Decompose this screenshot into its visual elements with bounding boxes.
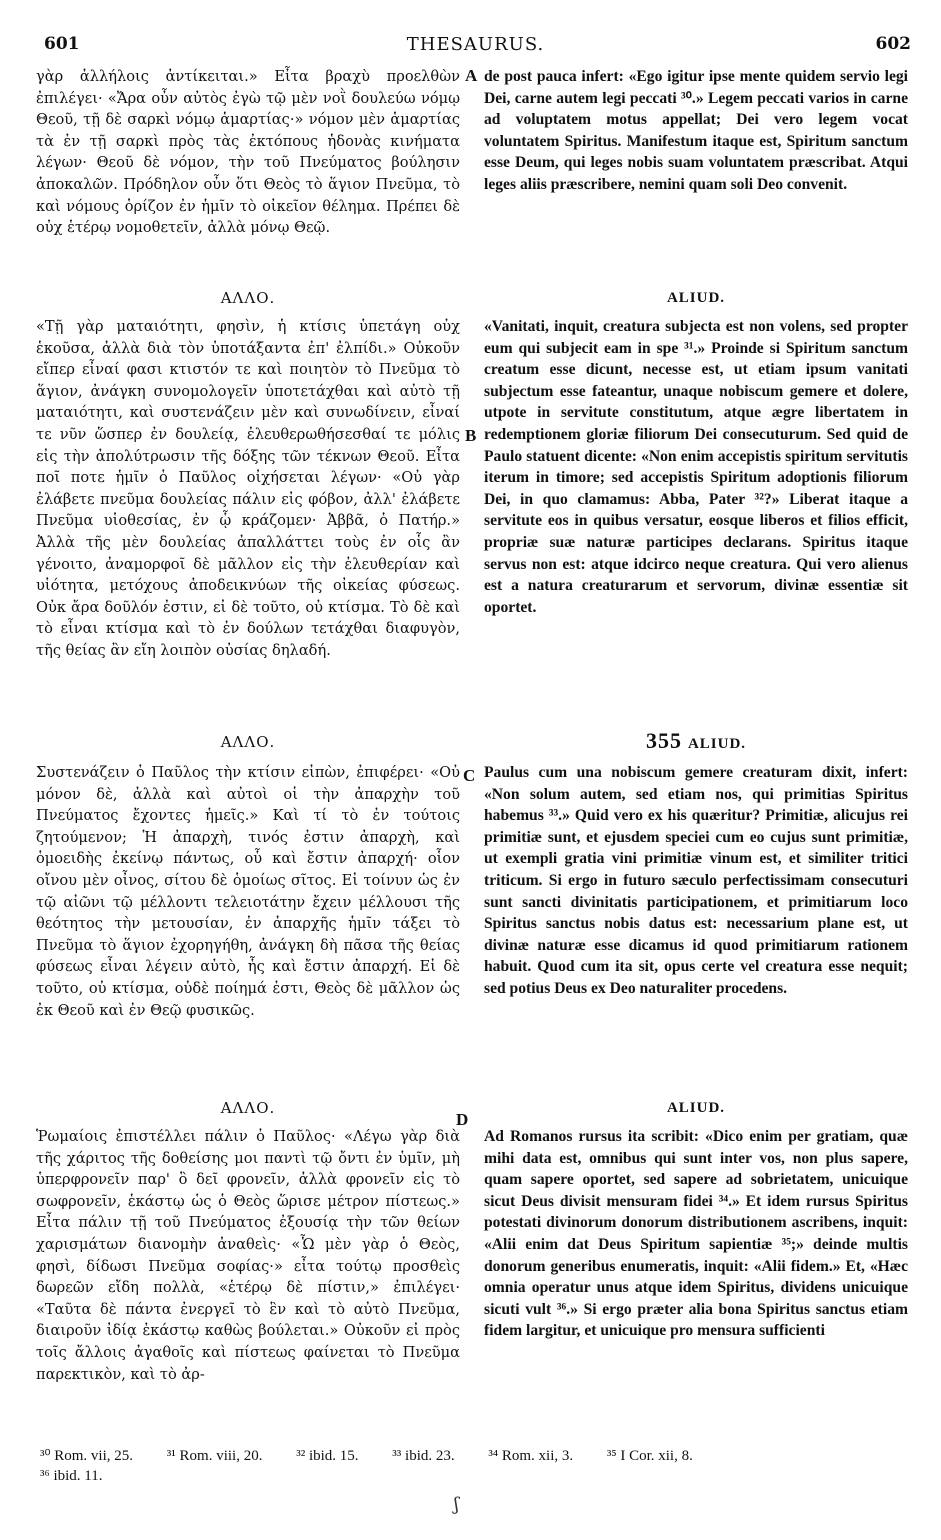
greek-paragraph-2: «Τῇ γὰρ ματαιότητι, φησὶν, ἡ κτίσις ὑπετάγη οὐχ ἑκοῦσα, ἀλλὰ διὰ τὸν ὑποτάξαντα ἐπ' ἐλπίδι.» Οὐκοῦν εἴπερ εἶναί φασι κτιστόν τε καὶ ποιητὸν τὸ Πνεῦμα τὸ ἅγιον, ἀνάγκη συνομολογεῖν ὑποτετάχθαι καὶ αὐτὸ τῇ ματαιότητι, καὶ συστενάζειν μὲν καὶ συνωδίνειν, εἶναί τε νῦν ὥσπερ ἐν δουλείᾳ, ἐλευθερωθήσεσθαί τε μόλις εἰς τὴν ἀπολύτρωσιν τῆς δόξης τῶν τέκνων Θεοῦ. Εἶτα ποῖ ποτε ἡμῖν ὁ Παῦλος οἰχήσεται λέγων· «Οὐ γὰρ ἐλάβετε πνεῦμα δουλείας πάλιν εἰς φόβον, ἀλλ' ἐλάβετε Πνεῦμα υἱοθεσίας, ἐν ᾧ κράζομεν· Ἀββᾶ, ὁ Πατήρ.» Ἀλλὰ τῆς μὲν δουλείας ἀπαλλάττει τοὺς ἐν οἷς ἂν γένοιτο, ἀναμορφοῖ δὲ μᾶλλον εἰς τὴν ἐλευθερίαν καὶ υἱότητα, μετόχους ἀποδεικνύων τῆς οἰκείας φύσεως. Οὐκ ἄρα δοῦλόν ἐστιν, εἰ δὲ τοῦτο, οὐ κτίσμα. Τὸ δὲ καὶ τὸ εἶναι κτίσμα καὶ τὸ ἐν δούλων τετάχθαι διαφυγὸν, τῆς θείας ἂν εἴη λοιπὸν οὐσίας δηλαδή. (36, 318, 460, 659)
greek-paragraph-4: Ῥωμαίοις ἐπιστέλλει πάλιν ὁ Παῦλος· «Λέγω γὰρ διὰ τῆς χάριτος τῆς δοθείσης μοι παντὶ τῷ ὄντι ἐν ὑμῖν, μὴ ὑπερφρονεῖν παρ' ὃ δεῖ φρονεῖν, ἀλλὰ φρονεῖν εἰς τὸ σωφρονεῖν, ἑκάστῳ ὡς ὁ Θεὸς ὥρισε μέτρον πίστεως.» Εἶτα πάλιν τῇ τοῦ Πνεύματος ἐξουσίᾳ τὴν τῶν θείων χαρισμάτων διανομὴν ἀναθεὶς· «Ὧ μὲν γὰρ ὁ Θεὸς, φησὶ, δίδωσι Πνεῦμα σοφίας·» εἶτα τούτῳ προσθεὶς δωρεῶν εἴδη πολλὰ, «ἑτέρῳ δὲ πίστιν,» ἐπιλέγει· «Ταῦτα δὲ πάντα ἐνεργεῖ τὸ ἓν καὶ τὸ αὐτὸ Πνεῦμα, διαιροῦν ἰδίᾳ ἑκάστῳ καθὼς βούλεται.» Οὐκοῦν εἰ πρὸς τοῖς ἄλλοις ἀγαθοῖς καὶ πίστεως φαίνεται τὸ Πνεῦμα παρεκτικὸν, καὶ τὸ ἀρ- (36, 1128, 460, 1383)
greek-heading-2: ΑΛΛΟ. (220, 733, 276, 751)
left-page-number: 601 (44, 34, 80, 54)
column-number: 355 (645, 728, 682, 753)
latin-heading-2-label: ALIUD. (687, 736, 747, 752)
running-title: THESAURUS. (406, 34, 545, 55)
footnote-34: ³⁴ Rom. xii, 3. (488, 1448, 574, 1464)
right-page-number: 602 (875, 34, 911, 54)
greek-paragraph-3: Συστενάζειν ὁ Παῦλος τὴν κτίσιν εἰπὼν, ἐπιφέρει· «Οὐ μόνον δὲ, ἀλλὰ καὶ αὐτοὶ οἱ τὴν ἀπαρχὴν τοῦ Πνεύματος ἔχοντες ἡμεῖς.» Καὶ τί τὸ ἐν τούτοις ζητούμενον; Ἡ ἀπαρχὴ, τινός ἐστιν ἀπαρχὴ, καὶ ὁμοειδὴς ἐκείνῳ πάντως, οὗ καὶ ἔστιν ἀπαρχή· οἷον οἴνου μὲν οἶνος, σίτου δὲ ὁμοίως σῖτος. Εἰ τοίνυν ὡς ἐν τῷ αἰῶνι τῷ μέλλοντι τελειοτάτην ἔχειν μέλλουσι τῆς θεότητος τὴν μετουσίαν, ἐν ἀπαρχῆς ἡμῖν τάξει τὸ Πνεῦμα τὸ ἅγιον ἐχορηγήθη, ἀνάγκη δὴ πᾶσα τῆς θείας φύσεως εἶναι λέγειν αὐτὸ, ἧς καὶ ἔστιν ἀπαρχή. Εἰ δὲ τοῦτο, οὐ κτίσμα, οὐδὲ ποίημά ἐστι, Θεὸς δὲ μᾶλλον ὡς ἐκ Θεοῦ καὶ ἐν Θεῷ φυσικῶς. (36, 764, 460, 1019)
greek-heading-3: ΑΛΛΟ. (220, 1099, 276, 1117)
margin-marker-a: A (465, 66, 478, 85)
footnote-31: ³¹ Rom. viii, 20. (166, 1448, 263, 1464)
latin-heading-1: ALIUD. (666, 290, 726, 306)
latin-paragraph-4: Ad Romanos rursus ita scribit: «Dico enim per gratiam, quæ mihi data est, omnibus qui sunt inter vos, non plus sapere, quam sapere oportet, sed sapere ad sobrietatem, unicuique sicut Deus divisit mensuram fidei ³⁴.» Et idem rursus Spiritus potestati divinorum donorum distributionem ascribens, inquit: «Alii enim dat Deus Spiritum sapientiæ ³⁵;» deinde multis donorum generibus enumeratis, inquit: «Alii fidem.» Et, «Hæc omnia operatur unus atque idem Spiritus, dividens unicuique sicuti vult ³⁶.» Si ergo præter alia bona Spiritus sanctus etiam fidem largitur, et unicuique pro mensura sufficienti (484, 1128, 908, 1340)
footnotes-line-2 (40, 1466, 920, 1486)
footnotes-line-1 (40, 1446, 920, 1466)
footnote-32: ³² ibid. 15. (296, 1448, 359, 1464)
footnotes (40, 1446, 920, 1486)
latin-paragraph-1: de post pauca infert: «Ego igitur ipse mente quidem servio legi Dei, carne autem legi peccati ³⁰.» Legem peccati varios in carne ad voluptatem motus appellat; Dei vero legem vocat voluntatem Spiritus. Manifestum itaque est, Spiritum sanctum esse Deum, qui leges nobis suam voluntatem præscribat. Atqui leges aliis præscribere, nemini quam soli Deo convenit. (484, 68, 908, 193)
ink-mark: ʃ (454, 1494, 459, 1515)
margin-marker-d: D (456, 1110, 469, 1129)
latin-paragraph-3: Paulus cum una nobiscum gemere creaturam dixit, infert: «Non solum autem, sed etiam nos, qui primitias Spiritus habemus ³³.» Quid vero ex his quæritur? Primitiæ, alicujus rei primitiæ sunt, et ejusdem speciei cum eo cujus sunt primitiæ, ut exempli gratia vini primitiæ vinum est, et similiter tritici triticum. Si ergo in futuro sæculo perfectissimam consecuturi sunt sancti divinitatis participationem, et primitiarum loco Spiritus sanctus nobis datus est: necessarium plane est, ut divinæ naturæ esse dicamus id quod primitiarum rationem habuit. Quod cum ita sit, opus certe vel creatura esse nequit; sed potius Deus ex Deo naturaliter procedens. (484, 764, 908, 997)
footnote-30: ³⁰ Rom. vii, 25. (40, 1448, 134, 1464)
footnote-36: ³⁶ ibid. 11. (40, 1468, 103, 1484)
greek-paragraph-1: γὰρ ἀλλήλοις ἀντίκειται.» Εἶτα βραχὺ προελθὼν ἐπιλέγει· «Ἄρα οὖν αὐτὸς ἐγὼ τῷ μὲν νοῒ δουλεύω νόμῳ Θεοῦ, τῇ δὲ σαρκὶ νόμῳ ἁμαρτίας·» νόμον μὲν ἁμαρτίας τὰ ἐν τῇ σαρκὶ πρὸς τὰς ἐκτόπους ἡδονὰς κινήματα λέγων· Θεοῦ δὲ νόμον, τὴν τοῦ Πνεύματος βούλησιν ἀποκαλῶν. Πρόδηλον οὖν ὅτι Θεὸς τὸ ἅγιον Πνεῦμα, τὸ καὶ νόμους ὁρίζον ἐν ἡμῖν τὸ οἰκεῖον θέλημα. Πρέπει δὲ οὐχ ἑτέρῳ νομοθετεῖν, ἀλλὰ μόνῳ Θεῷ. (36, 68, 460, 237)
footnote-35: ³⁵ I Cor. xii, 8. (606, 1448, 693, 1464)
footnote-33: ³³ ibid. 23. (392, 1448, 455, 1464)
latin-heading-3: ALIUD. (666, 1100, 726, 1116)
margin-marker-b: B (465, 426, 477, 445)
running-header (40, 34, 911, 58)
latin-heading-2 (484, 730, 908, 756)
margin-marker-c: C (463, 766, 476, 785)
greek-heading-1: ΑΛΛΟ. (220, 289, 276, 307)
latin-paragraph-2: «Vanitati, inquit, creatura subjecta est non volens, sed propter eum qui subjecit eam in spe ³¹.» Proinde si Spiritum sanctum creatum esse dicunt, necesse est, ut etiam ipsum vanitati subjectum esse fateantur, unaque nobiscum gemere et dolere, utpote in servitute constitutum, atque ægre libertatem in redemptionem gloriæ filiorum Dei consecuturum. Sed quid de Paulo statuent dicente: «Non enim accepistis spiritum servitutis iterum in timore; sed accepistis Spiritum adoptionis filiorum Dei, in quo clamamus: Abba, Pater ³²?» Liberat itaque a servitute eos in quibus versatur, eosque liberos et filios efficit, propriæ suæ naturæ participes declarans. Spiritus itaque servus non est: atque idcirco neque creatura. Qui vero alienus est a natura creaturarum et servorum, divinæ essentiæ sit oportet. (484, 318, 908, 616)
